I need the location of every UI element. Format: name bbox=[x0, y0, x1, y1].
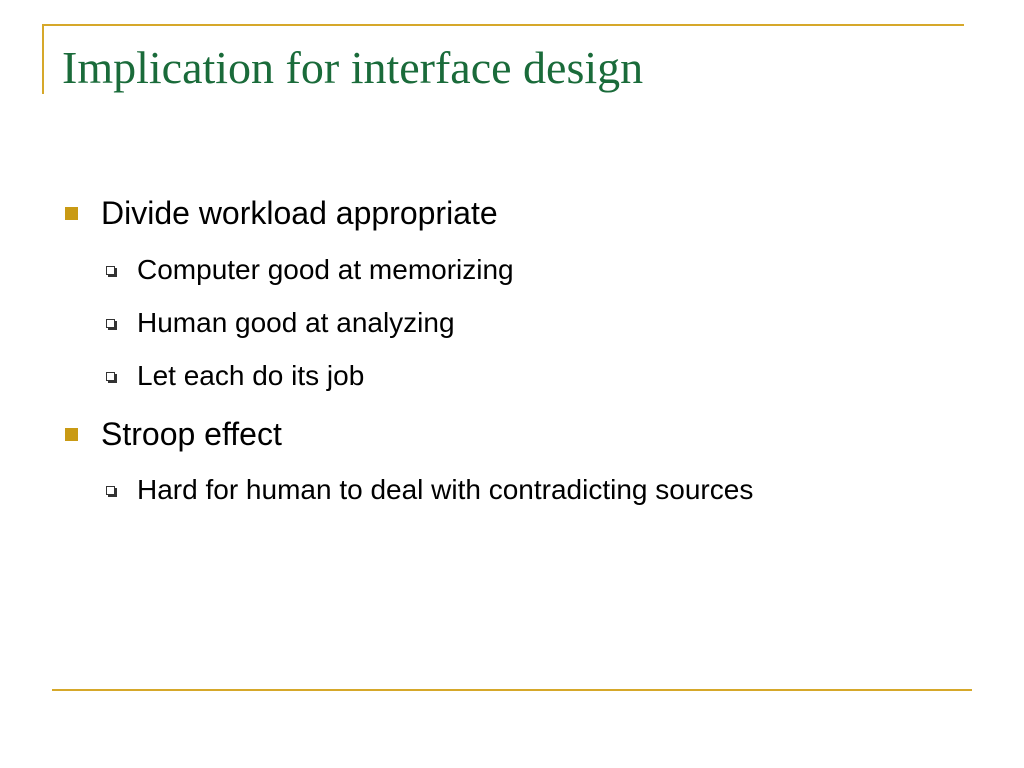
hollow-square-bullet-icon bbox=[106, 372, 115, 381]
sub-bullet-item bbox=[137, 253, 514, 287]
sub-bullet-text: Hard for human to deal with contradicting sources bbox=[137, 474, 754, 505]
bullet-text: Stroop effect bbox=[101, 416, 282, 452]
sub-bullet-item bbox=[137, 359, 364, 393]
square-bullet-icon bbox=[65, 207, 78, 220]
sub-bullet-item bbox=[137, 473, 753, 507]
slide-title: Implication for interface design bbox=[62, 42, 644, 93]
bottom-rule bbox=[52, 689, 972, 691]
sub-bullet-text: Computer good at memorizing bbox=[137, 254, 514, 285]
hollow-square-bullet-icon bbox=[106, 319, 115, 328]
bullet-item bbox=[101, 414, 282, 454]
square-bullet-icon bbox=[65, 428, 78, 441]
bullet-text: Divide workload appropriate bbox=[101, 195, 498, 231]
hollow-square-bullet-icon bbox=[106, 266, 115, 275]
bullet-item bbox=[101, 193, 498, 233]
sub-bullet-text: Human good at analyzing bbox=[137, 307, 455, 338]
sub-bullet-item bbox=[137, 306, 455, 340]
sub-bullet-text: Let each do its job bbox=[137, 360, 365, 391]
hollow-square-bullet-icon bbox=[106, 486, 115, 495]
